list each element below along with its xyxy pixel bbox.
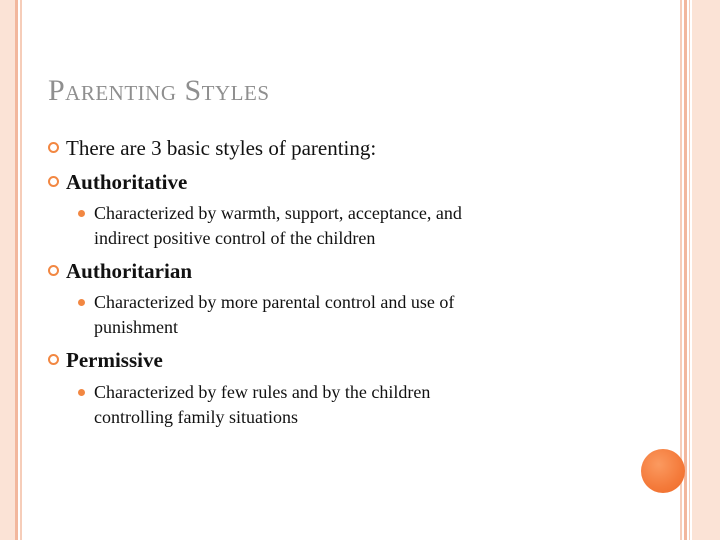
- ring-bullet-icon: [48, 176, 59, 187]
- left-border-line: [15, 0, 18, 540]
- right-border-line: [684, 0, 687, 540]
- style-description-line: indirect positive control of the children: [94, 228, 376, 248]
- decorative-orange-circle: [641, 449, 685, 493]
- dot-bullet-icon: [78, 210, 85, 217]
- style-description-line: controlling family situations: [94, 407, 298, 427]
- ring-bullet-icon: [48, 142, 59, 153]
- left-border-thin-line: [20, 0, 22, 540]
- slide-title: Parenting Styles: [48, 74, 270, 107]
- style-description-line: punishment: [94, 317, 178, 337]
- dot-bullet-icon: [78, 389, 85, 396]
- style-heading: Permissive: [66, 348, 163, 372]
- ring-bullet-icon: [48, 265, 59, 276]
- left-border-stripe: [0, 0, 15, 540]
- style-heading: Authoritarian: [66, 259, 192, 283]
- dot-bullet-icon: [78, 299, 85, 306]
- style-description-line: Characterized by warmth, support, acceptance, and: [94, 203, 462, 223]
- intro-text: There are 3 basic styles of parenting:: [66, 136, 377, 160]
- style-description-line: Characterized by few rules and by the children: [94, 382, 431, 402]
- style-heading: Authoritative: [66, 170, 188, 194]
- right-border-hairline: [689, 0, 690, 540]
- right-border-stripe: [692, 0, 720, 540]
- ring-bullet-icon: [48, 354, 59, 365]
- style-description-line: Characterized by more parental control and use of: [94, 292, 455, 312]
